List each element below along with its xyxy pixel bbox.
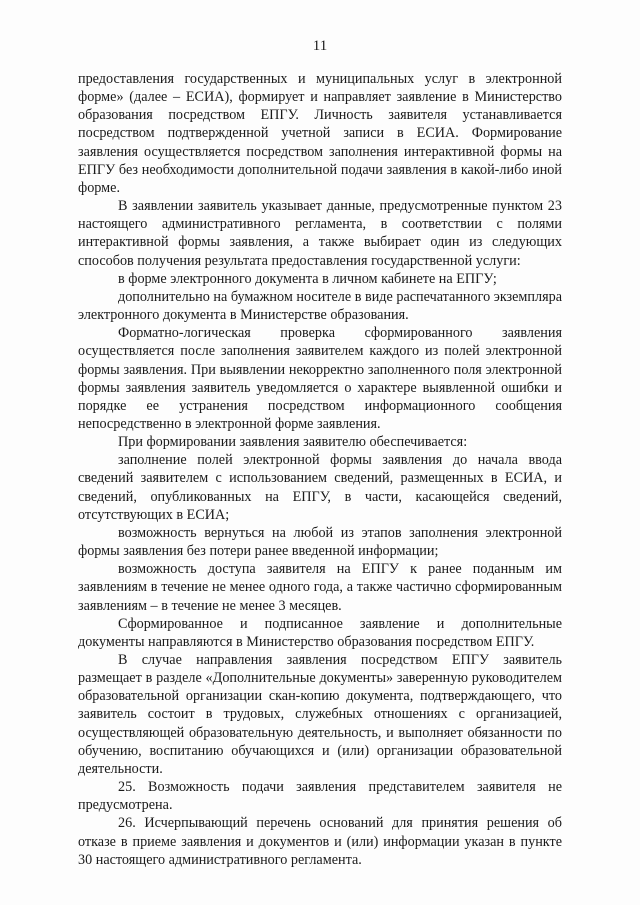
paragraph-result-electronic: в форме электронного документа в личном кабинете на ЕПГУ; (118, 270, 497, 287)
paragraph-submission: Сформированное и подписанное заявление и дополнительные документы направляются в Министерство образования посредством ЕПГУ. (78, 615, 562, 650)
paragraph-item-26: 26. Исчерпывающий перечень оснований для принятия решения об отказе в приеме заявления и документов и (или) информации указан в пункте 30 настоящего административного регламента. (78, 815, 562, 868)
paragraph-esia-application: предоставления государственных и муниципальных услуг в электронной форме» (далее – ЕСИА), формирует и направляет заявление в Министерство образования посредством ЕПГУ. Личность заявителя устанавливается посредством подтвержденной учетной записи в ЕСИА. Формирование заявления осуществляется посредством заполнения интерактивной формы на ЕПГУ без необходимости дополнительной подачи заявления в какой-либо иной форме. (78, 71, 562, 196)
paragraph-access-history: возможность доступа заявителя на ЕПГУ к ранее поданным им заявлениям в течение не менее одного года, а также частично сформированным заявлениям – в течение не менее 3 месяцев. (78, 561, 562, 614)
paragraph-format-check: Форматно-логическая проверка сформированного заявления осуществляется после заполнения заявителем каждого из полей электронной формы заявления. При выявлении некорректно заполненного поля электронной формы заявления заявитель уведомляется о характере выявленной ошибки и порядке ее устранения посредством информационного сообщения непосредственно в электронной форме заявления. (78, 325, 562, 432)
paragraph-additional-documents: В случае направления заявления посредством ЕПГУ заявитель размещает в разделе «Дополнительные документы» заверенную руководителем образовательной организации скан-копию документа, подтверждающего, что заявитель состоит в трудовых, служебных отношениях с организацией, осуществляющей образовательную деятельность, и выполняет обязанности по обучению, воспитанию обучающихся и (или) организации образовательной деятельности. (78, 652, 562, 777)
paragraph-autofill: заполнение полей электронной формы заявления до начала ввода сведений заявителем с использованием сведений, размещенных в ЕСИА, и сведений, опубликованных на ЕПГУ, в части, касающейся сведений, отсутствующих в ЕСИА; (78, 452, 562, 523)
page-number: 11 (312, 38, 328, 54)
document-body (78, 70, 562, 869)
paragraph-result-paper: дополнительно на бумажном носителе в виде распечатанного экземпляра электронного документа в Министерстве образования. (78, 288, 562, 324)
paragraph-application-data: В заявлении заявитель указывает данные, предусмотренные пунктом 23 настоящего административного регламента, в соответствии с полями интерактивной формы заявления, а также выбирает один из следующих способов получения результата предоставления государственной услуги: (78, 198, 562, 269)
paragraph-item-25: 25. Возможность подачи заявления представителем заявителя не предусмотрена. (78, 779, 562, 814)
paragraph-provisions-intro: При формировании заявления заявителю обеспечивается: (118, 434, 468, 451)
paragraph-return-stage: возможность вернуться на любой из этапов заполнения электронной формы заявления без потери ранее введенной информации; (78, 524, 562, 560)
